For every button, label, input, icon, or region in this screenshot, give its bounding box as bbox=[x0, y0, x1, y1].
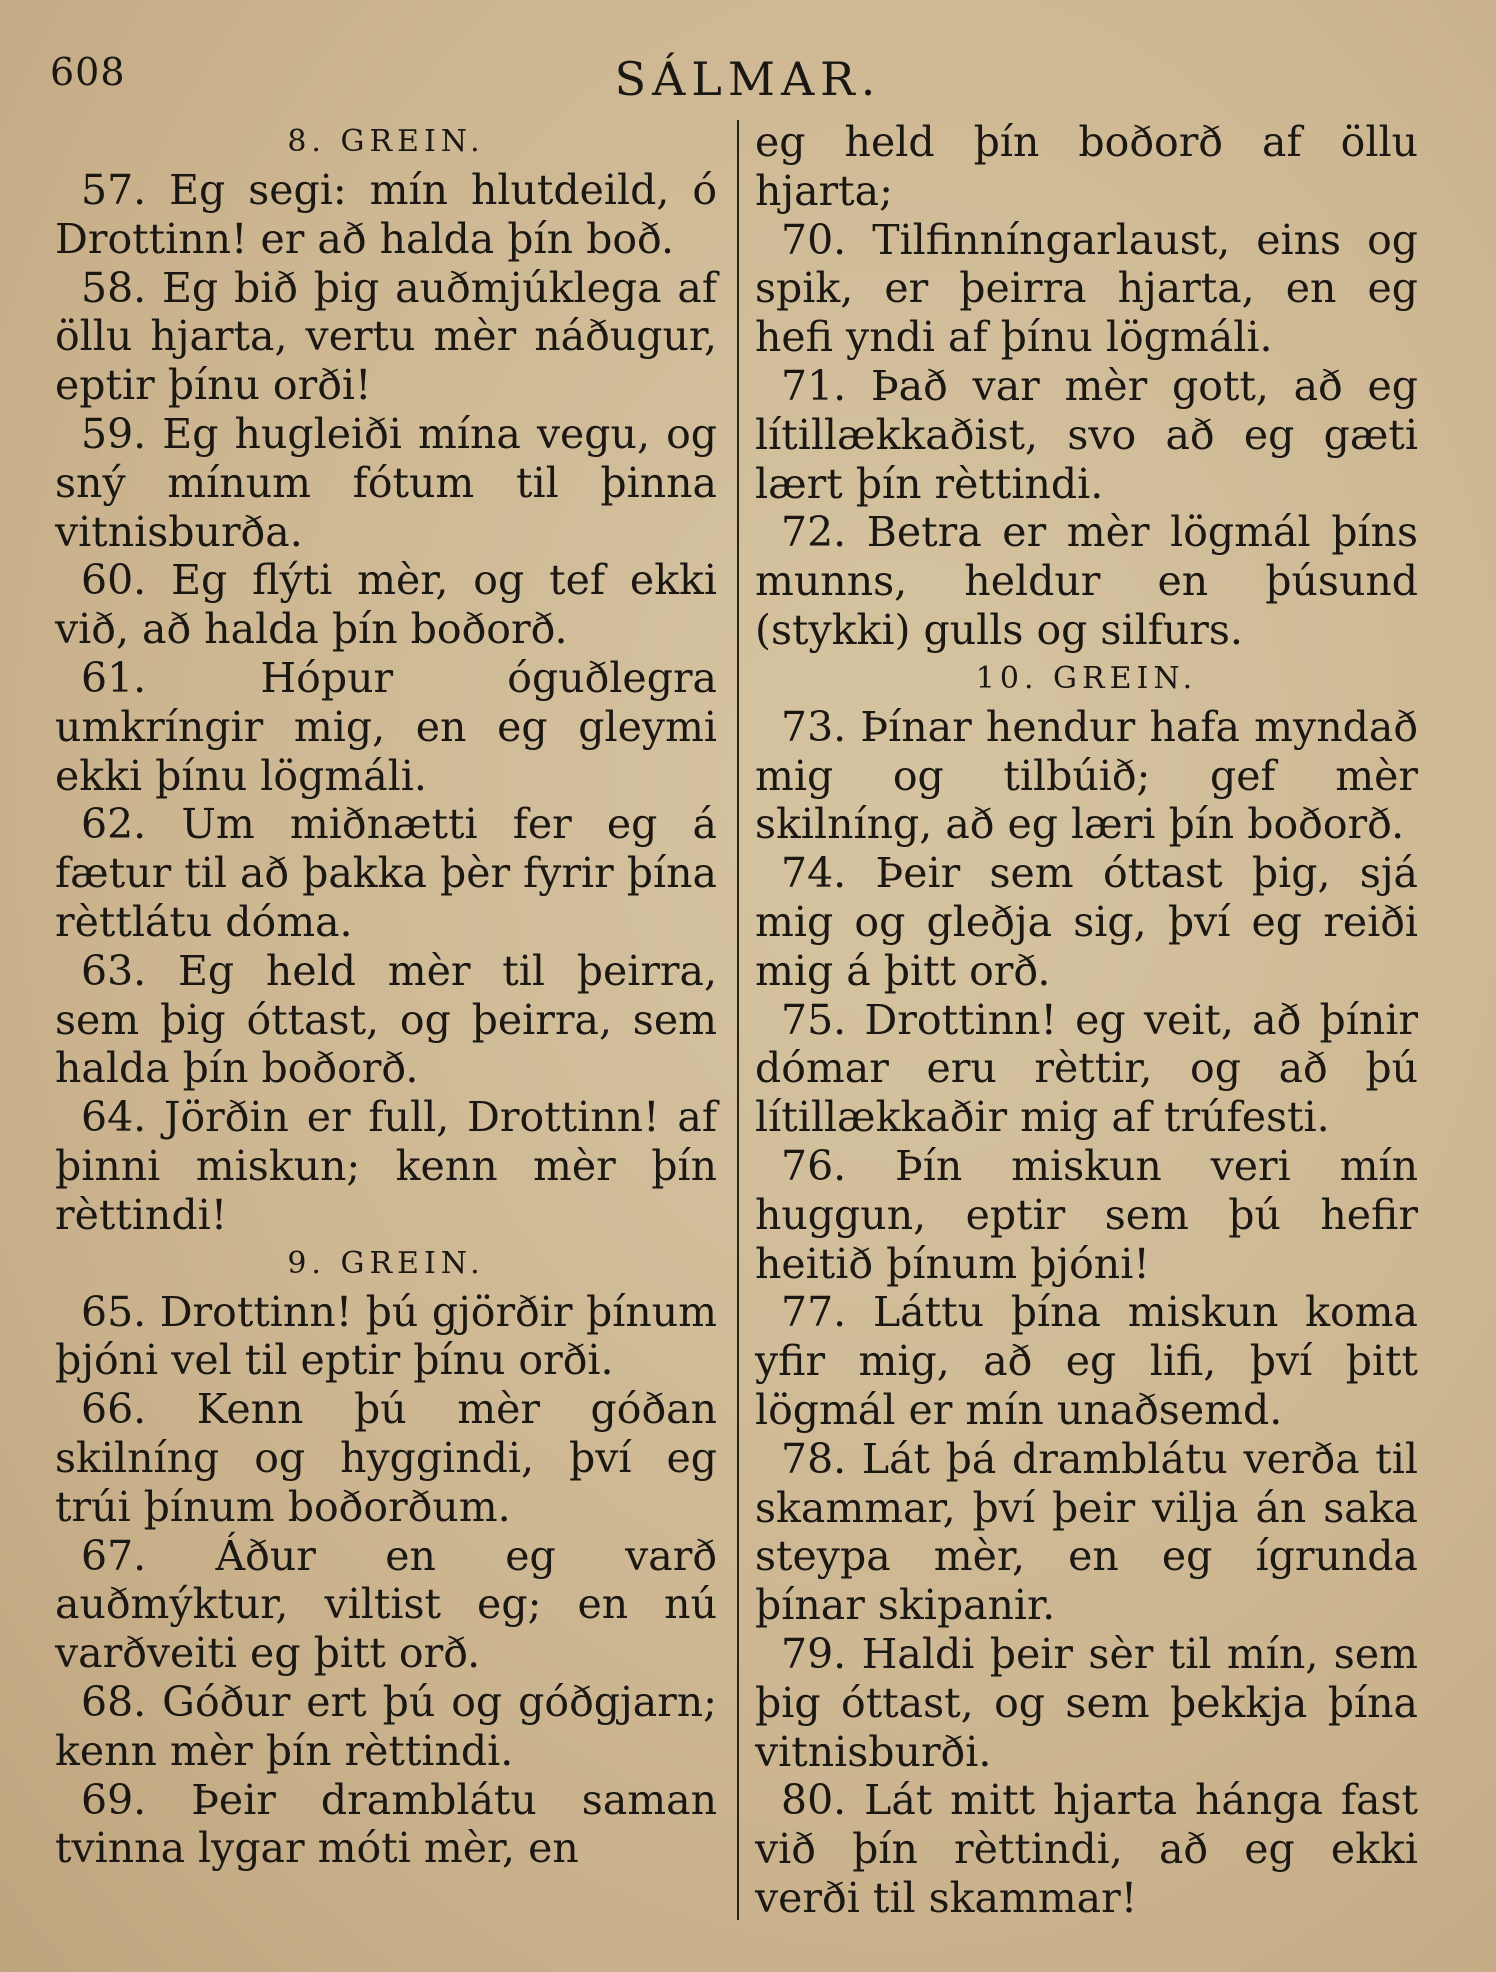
verse: 73. Þínar hendur hafa myndað mig og tilbúið; gef mèr skilníng, að eg læri þín boðorð. bbox=[755, 702, 1418, 849]
section-heading: 10. GREIN. bbox=[975, 660, 1198, 696]
verse: 78. Lát þá dramblátu verða til skammar, því þeir vilja án saka steypa mèr, en eg ígrunda þínar skipanir. bbox=[755, 1434, 1418, 1630]
page-number: 608 bbox=[50, 50, 126, 94]
column-divider bbox=[737, 120, 739, 1920]
verse: 80. Lát mitt hjarta hánga fast við þín rèttindi, að eg ekki verði til skammar! bbox=[755, 1776, 1418, 1922]
verse: 66. Kenn þú mèr góðan skilníng og hyggindi, því eg trúi þínum boðorðum. bbox=[55, 1385, 717, 1531]
verse: 60. Eg flýti mèr, og tef ekki við, að halda þín boðorð. bbox=[55, 556, 717, 654]
verse: 67. Áður en eg varð auðmýktur, viltist eg; en nú varðveiti eg þitt orð. bbox=[55, 1531, 717, 1678]
page-header bbox=[0, 0, 1496, 110]
verse-continuation: eg held þín boðorð af öllu hjarta; bbox=[755, 118, 1418, 215]
verse: 57. Eg segi: mín hlutdeild, ó Drottinn! er að halda þín boð. bbox=[55, 166, 717, 263]
verse: 59. Eg hugleiði mína vegu, og sný mínum fótum til þinna vitnisburða. bbox=[55, 409, 717, 556]
verse: 58. Eg bið þig auðmjúklega af öllu hjarta, vertu mèr náðugur, eptir þínu orði! bbox=[55, 263, 717, 410]
verse: 71. Það var mèr gott, að eg lítillækkaðist, svo að eg gæti lært þín rèttindi. bbox=[755, 361, 1418, 508]
running-title: SÁLMAR. bbox=[614, 52, 882, 106]
verse: 69. Þeir dramblátu saman tvinna lygar móti mèr, en bbox=[55, 1775, 717, 1873]
verse: 62. Um miðnætti fer eg á fætur til að þakka þèr fyrir þína rèttlátu dóma. bbox=[55, 800, 718, 946]
right-column bbox=[755, 118, 1418, 1923]
section-heading: 9. GREIN. bbox=[287, 1245, 485, 1281]
verse: 76. Þín miskun veri mín huggun, eptir sem þú hefir heitið þínum þjóni! bbox=[755, 1141, 1418, 1288]
verse: 64. Jörðin er full, Drottinn! af þinni miskun; kenn mèr þín rèttindi! bbox=[55, 1093, 717, 1239]
verse: 72. Betra er mèr lögmál þíns munns, heldur en þúsund (stykki) gulls og silfurs. bbox=[755, 508, 1418, 654]
verse: 70. Tilfinníngarlaust, eins og spik, er þeirra hjarta, en eg hefi yndi af þínu lögmáli. bbox=[755, 215, 1418, 362]
section-heading: 8. GREIN. bbox=[287, 124, 485, 159]
verse: 79. Haldi þeir sèr til mín, sem þig óttast, og sem þekkja þína vitnisburði. bbox=[755, 1629, 1418, 1776]
verse: 75. Drottinn! eg veit, að þínir dómar eru rèttir, og að þú lítillækkaðir mig af trúfesti. bbox=[755, 995, 1418, 1142]
verse: 77. Láttu þína miskun koma yfir mig, að eg lifi, því þitt lögmál er mín unaðsemd. bbox=[755, 1288, 1418, 1434]
left-column bbox=[55, 118, 717, 1873]
verse: 65. Drottinn! þú gjörðir þínum þjóni vel til eptir þínu orði. bbox=[55, 1287, 717, 1385]
verse: 68. Góður ert þú og góðgjarn; kenn mèr þín rèttindi. bbox=[55, 1677, 717, 1775]
verse: 63. Eg held mèr til þeirra, sem þig óttast, og þeirra, sem halda þín boðorð. bbox=[55, 946, 717, 1093]
verse: 74. Þeir sem óttast þig, sjá mig og gleðja sig, því eg reiði mig á þitt orð. bbox=[755, 849, 1418, 995]
verse: 61. Hópur óguðlegra umkríngir mig, en eg gleymi ekki þínu lögmáli. bbox=[55, 653, 717, 800]
